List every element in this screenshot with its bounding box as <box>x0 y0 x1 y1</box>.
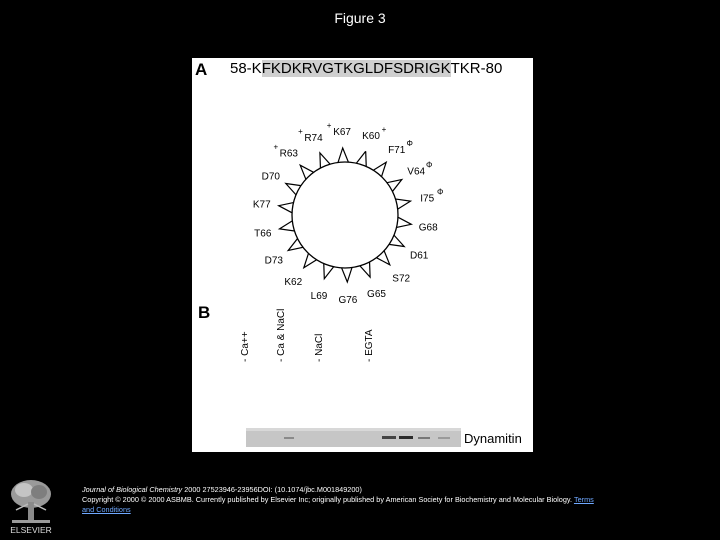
tree-icon <box>11 480 51 523</box>
panel-a-label: A <box>195 60 208 79</box>
western-blots <box>192 302 533 452</box>
helical-wheel <box>192 98 533 328</box>
wheel-center-circle <box>292 162 398 268</box>
copyright-text: Copyright © 2000 © 2000 ASBMB. Currently published by Elsevier Inc; originally published by American Society for Biochemistry and Molecular Biology. <box>82 495 573 504</box>
figure-title: Figure 3 <box>334 10 386 26</box>
wheel-residue-s72: S72 <box>392 273 411 285</box>
wheel-residue-k60: K60 <box>362 131 380 143</box>
wheel-residue-k67: K67 <box>333 127 351 139</box>
wheel-residue-d70: D70 <box>261 171 280 183</box>
band <box>399 436 413 439</box>
lane-headers <box>240 309 375 362</box>
sequence-highlight: FKDKRVGTKGLDFSDRIGK <box>261 60 451 77</box>
wheel-residue-d61: D61 <box>410 250 429 262</box>
peptide-sequence <box>230 60 502 77</box>
blot-label-dynamitin: Dynamitin <box>464 431 522 446</box>
lane-header-egta: - EGTA <box>364 329 375 362</box>
wheel-residue-g76: G76 <box>338 294 358 306</box>
sequence-suffix: TKR-80 <box>450 60 503 77</box>
lane-header-nacl: - NaCl <box>314 333 325 362</box>
wheel-residue-l69: L69 <box>310 290 328 302</box>
wheel-residue-mark: + <box>298 127 303 137</box>
wheel-residue-mark: + <box>326 121 332 131</box>
wheel-residue-mark: + <box>273 142 279 152</box>
wheel-residue-t66: T66 <box>254 228 272 240</box>
panel-b-label: B <box>198 303 211 322</box>
journal-name: Journal of Biological Chemistry <box>82 485 183 494</box>
wheel-residue-mark: + <box>381 125 387 135</box>
lane-header-ca-nacl: - Ca & NaCl <box>276 308 287 362</box>
citation-details: 2000 27523946-23956DOI: (10.1074/jbc.M001849200) <box>182 485 362 494</box>
terms-and-conditions-link[interactable]: Terms and Conditions <box>82 495 594 514</box>
sequence-prefix: 58-K <box>230 60 262 77</box>
wheel-residue-mark: Φ <box>426 160 433 170</box>
band <box>418 437 430 439</box>
figure-panel <box>192 58 533 452</box>
wheel-residue-v64: V64 <box>407 166 426 178</box>
wheel-residue-f71: F71 <box>388 144 406 156</box>
lane-header-ca: - Ca++ <box>240 331 251 362</box>
elsevier-logo <box>6 478 56 536</box>
blot-strip-edge <box>246 428 461 431</box>
wheel-residue-r74: R74 <box>304 133 323 145</box>
wheel-residue-r63: R63 <box>279 148 298 160</box>
wheel-residue-d73: D73 <box>264 255 283 267</box>
citation-text <box>82 485 602 515</box>
band <box>382 436 396 439</box>
logo-wordmark: ELSEVIER <box>10 525 52 535</box>
wheel-residue-k77: K77 <box>252 199 271 211</box>
wheel-residue-mark: Φ <box>437 187 444 197</box>
band <box>438 437 450 439</box>
wheel-residue-mark: Φ <box>406 138 413 148</box>
wheel-residue-i75: I75 <box>420 193 435 205</box>
wheel-residue-k62: K62 <box>284 277 303 289</box>
band <box>284 437 294 439</box>
blot-dynamitin <box>246 428 522 447</box>
wheel-residue-g65: G65 <box>367 288 386 300</box>
wheel-residue-g68: G68 <box>418 222 438 234</box>
